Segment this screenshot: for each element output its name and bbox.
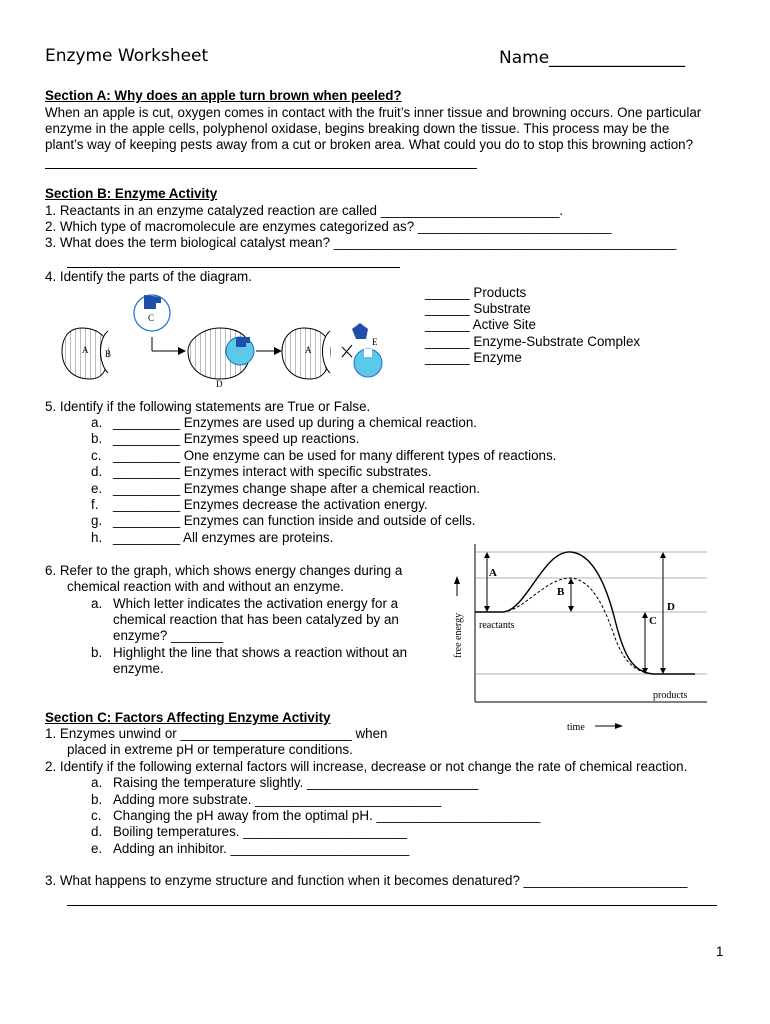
question-b6a-line-2: chemical reaction that has been catalyzed by an bbox=[113, 612, 399, 627]
answer-line-section-a[interactable] bbox=[45, 168, 477, 169]
question-c2: 2. Identify if the following external factors will increase, decrease or not change the rate of chemical reaction. bbox=[45, 759, 688, 774]
answer-line-c3[interactable] bbox=[67, 905, 717, 906]
label-enzyme: ______ Enzyme bbox=[425, 350, 522, 365]
question-c1-line-2: placed in extreme pH or temperature conditions. bbox=[67, 742, 353, 757]
question-b6b-letter: b. bbox=[91, 645, 103, 660]
tf-statement-f[interactable]: _________ Enzymes decrease the activation energy. bbox=[113, 497, 428, 512]
question-b6a-line-3[interactable]: enzyme? _______ bbox=[113, 628, 224, 643]
factor-item-a[interactable]: Raising the temperature slightly. _______________________ bbox=[113, 775, 479, 790]
factor-item-d[interactable]: Boiling temperatures. ______________________ bbox=[113, 824, 408, 839]
graph-ylabel: free energy bbox=[453, 612, 464, 658]
factor-letter-d: d. bbox=[91, 824, 103, 839]
catalyzed-curve bbox=[503, 578, 653, 674]
tf-statement-b[interactable]: _________ Enzymes speed up reactions. bbox=[113, 431, 360, 446]
tf-statement-e[interactable]: _________ Enzymes change shape after a chemical reaction. bbox=[113, 481, 480, 496]
tf-statement-g[interactable]: _________ Enzymes can function inside and outside of cells. bbox=[113, 513, 476, 528]
question-b6a-line-1: Which letter indicates the activation energy for a bbox=[113, 596, 399, 611]
question-b3: 3. What does the term biological catalyst mean? ______________________________________________ bbox=[45, 235, 677, 250]
section-a-line-2: enzyme in the apple cells, polyphenol oxidase, begins breaking down the tissue. This process may be the bbox=[45, 121, 670, 136]
graph-letter-d: D bbox=[667, 601, 675, 613]
question-b2: 2. Which type of macromolecule are enzymes categorized as? __________________________ bbox=[45, 219, 612, 234]
factor-item-c[interactable]: Changing the pH away from the optimal pH. ______________________ bbox=[113, 808, 541, 823]
section-a-heading: Section A: Why does an apple turn brown when peeled? bbox=[45, 88, 402, 103]
worksheet-title: Enzyme Worksheet bbox=[45, 46, 209, 66]
tf-statement-a[interactable]: _________ Enzymes are used up during a chemical reaction. bbox=[113, 415, 478, 430]
question-b6b-line-2: enzyme. bbox=[113, 661, 164, 676]
tf-letter-e: e. bbox=[91, 481, 103, 496]
question-c3: 3. What happens to enzyme structure and function when it becomes denatured? ______________________ bbox=[45, 873, 688, 888]
question-b1: 1. Reactants in an enzyme catalyzed reaction are called ________________________. bbox=[45, 203, 564, 218]
label-substrate: ______ Substrate bbox=[425, 301, 531, 316]
diagram-letter-a: A bbox=[82, 345, 89, 355]
graph-xlabel: time bbox=[567, 722, 585, 733]
diagram-letter-c: C bbox=[148, 313, 155, 323]
question-b6a-letter: a. bbox=[91, 596, 103, 611]
question-b5: 5. Identify if the following statements are True or False. bbox=[45, 399, 371, 414]
graph-letter-b: B bbox=[557, 586, 565, 598]
question-b6b-line-1: Highlight the line that shows a reaction without an bbox=[113, 645, 408, 660]
tf-letter-c: c. bbox=[91, 448, 102, 463]
tf-letter-g: g. bbox=[91, 513, 103, 528]
section-c-heading: Section C: Factors Affecting Enzyme Activity bbox=[45, 710, 331, 725]
tf-statement-h[interactable]: _________ All enzymes are proteins. bbox=[113, 530, 334, 545]
factor-letter-c: c. bbox=[91, 808, 102, 823]
graph-letter-a: A bbox=[489, 567, 497, 579]
diagram-letter-b: B bbox=[105, 349, 112, 359]
factor-letter-b: b. bbox=[91, 792, 103, 807]
uncatalyzed-curve bbox=[475, 552, 695, 674]
products-shape bbox=[352, 323, 382, 377]
factor-item-b[interactable]: Adding more substrate. _________________________ bbox=[113, 792, 442, 807]
section-b-heading: Section B: Enzyme Activity bbox=[45, 186, 218, 201]
tf-statement-d[interactable]: _________ Enzymes interact with specific substrates. bbox=[113, 464, 432, 479]
tf-letter-f: f. bbox=[91, 497, 99, 512]
factor-letter-e: e. bbox=[91, 841, 103, 856]
page-number: 1 bbox=[716, 944, 724, 959]
diagram-letter-a-2: A bbox=[305, 345, 312, 355]
factor-item-e[interactable]: Adding an inhibitor. ________________________ bbox=[113, 841, 410, 856]
section-a-line-3: plant’s way of keeping pests away from a cut or broken area. What could you do to stop this browning action? bbox=[45, 137, 694, 152]
tf-statement-c[interactable]: _________ One enzyme can be used for many different types of reactions. bbox=[113, 448, 557, 463]
question-b6-line-1: 6. Refer to the graph, which shows energy changes during a bbox=[45, 563, 403, 578]
diagram-letter-d: D bbox=[216, 379, 223, 389]
tf-letter-a: a. bbox=[91, 415, 103, 430]
diagram-letter-e: E bbox=[372, 337, 378, 347]
enzyme-diagram bbox=[60, 285, 400, 390]
label-active-site: ______ Active Site bbox=[425, 317, 536, 332]
enzyme-substrate-complex-shape bbox=[188, 328, 254, 379]
graph-letter-c: C bbox=[649, 615, 657, 627]
graph-products-label: products bbox=[653, 690, 688, 701]
label-enzyme-substrate-complex: ______ Enzyme-Substrate Complex bbox=[425, 334, 641, 349]
tf-letter-h: h. bbox=[91, 530, 103, 545]
question-b6-line-2: chemical reaction with and without an enzyme. bbox=[67, 579, 344, 594]
energy-graph bbox=[445, 540, 710, 740]
question-b4: 4. Identify the parts of the diagram. bbox=[45, 269, 252, 284]
tf-letter-d: d. bbox=[91, 464, 103, 479]
graph-reactants-label: reactants bbox=[479, 620, 515, 631]
name-field[interactable]: Name________________ bbox=[499, 48, 686, 68]
tf-letter-b: b. bbox=[91, 431, 103, 446]
answer-line-b3[interactable] bbox=[67, 267, 400, 268]
section-a-line-1: When an apple is cut, oxygen comes in contact with the fruit’s inner tissue and browning occurs. One particular bbox=[45, 105, 702, 120]
label-products: ______ Products bbox=[425, 285, 527, 300]
question-c1-line-1[interactable]: 1. Enzymes unwind or _______________________ when bbox=[45, 726, 388, 741]
factor-letter-a: a. bbox=[91, 775, 103, 790]
